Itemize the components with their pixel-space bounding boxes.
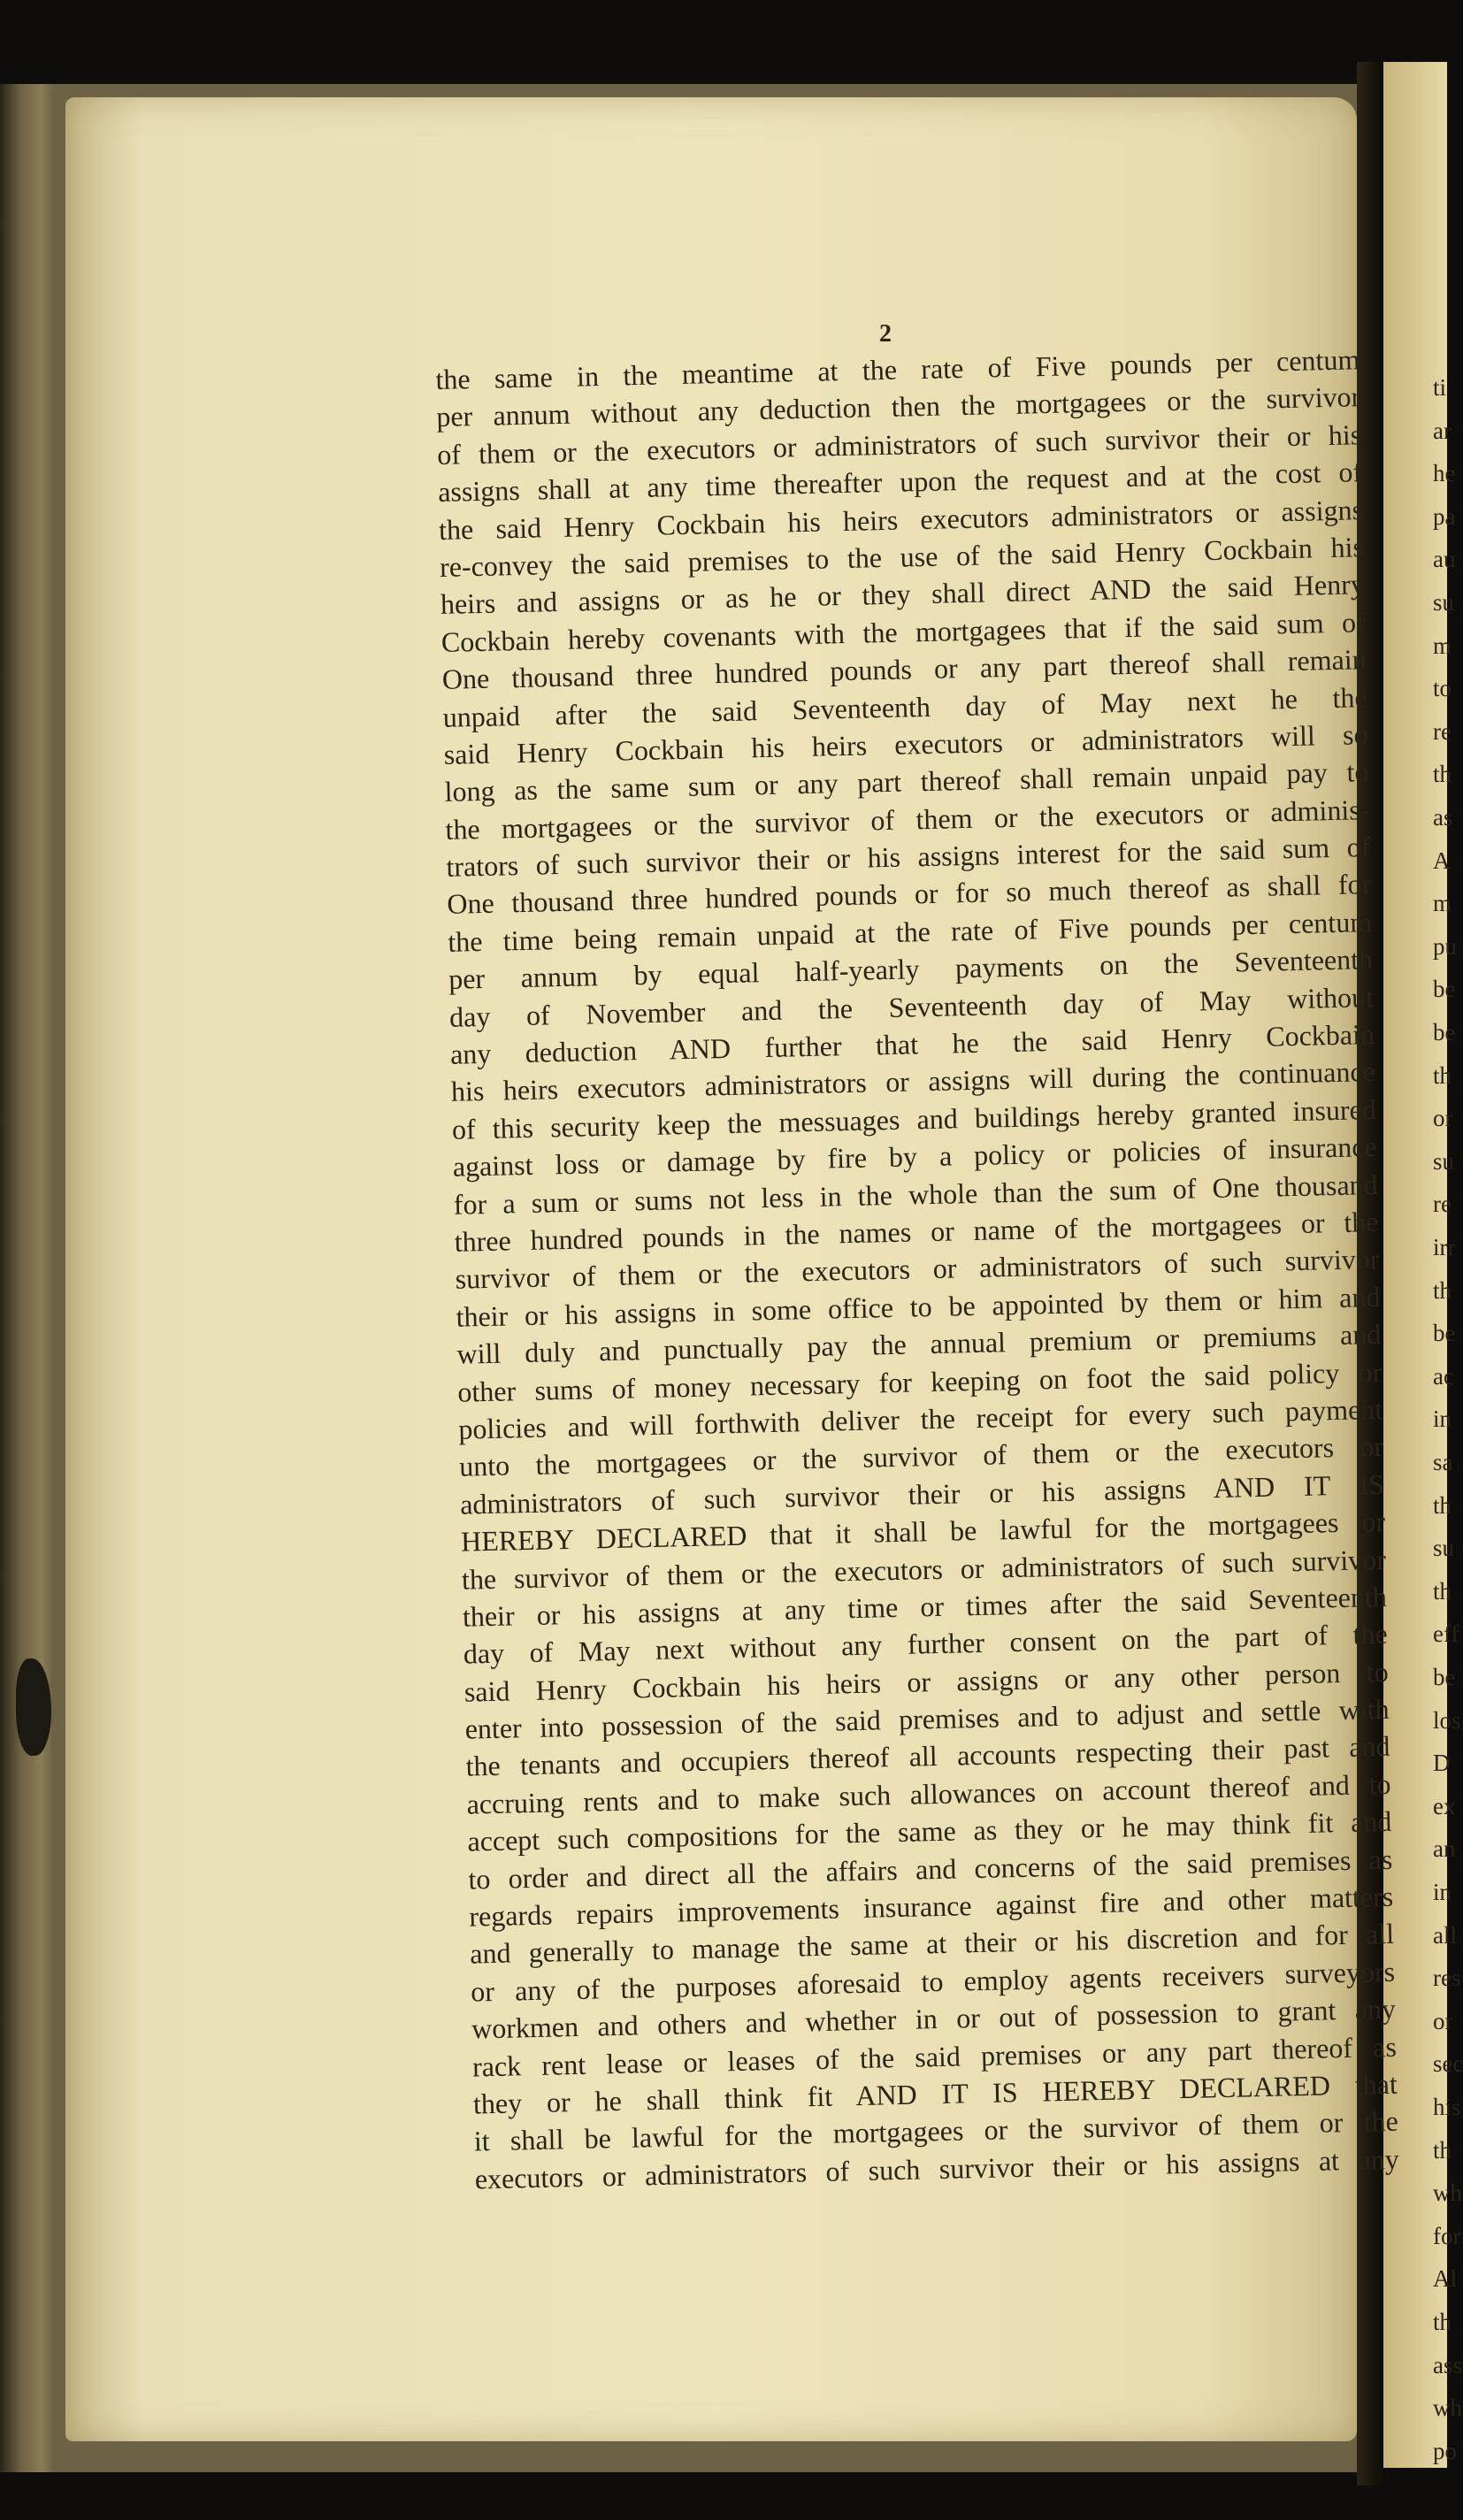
adjacent-page-text-fragment: los <box>1433 1706 1461 1734</box>
text-line: survivor of them or the executors or administrators of such survivor <box>455 1243 1380 1296</box>
text-line: any deduction AND further that he the said Henry Cockbain <box>449 1018 1375 1070</box>
text-line: against loss or damage by fire by a policy or policies of insurance <box>452 1130 1378 1183</box>
adjacent-page-text-fragment: be <box>1433 1664 1456 1690</box>
text-line: HEREBY DECLARED that it shall be lawful for the mortgagees or <box>460 1505 1386 1558</box>
adjacent-page-text-fragment: sec <box>1433 2050 1463 2078</box>
adjacent-page-text-fragment: th <box>1433 1491 1452 1519</box>
text-line: executors or administrators of such survivor their or his assigns at any <box>474 2142 1399 2195</box>
text-line: and generally to manage the same at their or his discretion and for all <box>469 1918 1395 1970</box>
adjacent-page-text-fragment: he <box>1433 460 1456 487</box>
text-line: unpaid after the said Seventeenth day of May next he the <box>442 680 1367 733</box>
text-line: enter into possession of the said premises and to adjust and settle with <box>464 1692 1390 1745</box>
text-line: or any of the purposes aforesaid to employ agents receivers surveyors <box>470 1955 1396 2008</box>
text-line: accept such compositions for the same as they or he may think fit and <box>467 1805 1392 1857</box>
text-line: regards repairs improvements insurance against fire and other matters <box>468 1880 1394 1933</box>
text-line: One thousand three hundred pounds or any part thereof shall remain <box>441 643 1367 696</box>
text-line: unto the mortgagees or the survivor of them or the executors or <box>458 1430 1384 1483</box>
adjacent-page-text-fragment: po <box>1433 2437 1457 2464</box>
text-line: of them or the executors or administrators of such survivor their or his <box>436 417 1362 471</box>
text-line: will duly and punctually pay the annual premium or premiums and <box>456 1318 1382 1370</box>
adjacent-page-text-fragment: Al <box>1433 2265 1457 2293</box>
text-line: assigns shall at any time thereafter upon the request and at the cost of <box>437 456 1363 509</box>
adjacent-page-text-fragment: ti <box>1433 374 1447 401</box>
adjacent-page-text-fragment: m <box>1433 632 1452 659</box>
adjacent-page-text-fragment: or <box>1433 1105 1453 1132</box>
text-line: the same in the meantime at the rate of Five pounds per centum <box>435 343 1360 395</box>
adjacent-page-text-fragment: wh <box>1433 2394 1462 2422</box>
adjacent-page-text-fragment: irr <box>1433 1234 1456 1260</box>
adjacent-page-text-fragment: m <box>1433 890 1452 917</box>
adjacent-page-text-fragment: su <box>1433 1147 1455 1175</box>
adjacent-page-text-fragment: to <box>1433 675 1452 702</box>
adjacent-page-text-fragment: pu <box>1433 932 1457 960</box>
adjacent-page-text-fragment: in <box>1433 1879 1452 1905</box>
adjacent-page-text-fragment: pa <box>1433 502 1456 530</box>
adjacent-page-text-fragment: ass <box>1433 2351 1462 2378</box>
text-line: day of May next without any further consent on the part of the <box>463 1618 1389 1670</box>
text-line: administrators of such survivor their or his assigns AND IT IS <box>459 1467 1385 1520</box>
text-line: Cockbain hereby covenants with the mortgagees that if the said sum of <box>440 605 1367 658</box>
text-line: to order and direct all the affairs and concerns of the said premises as <box>468 1842 1393 1896</box>
adjacent-page-text-fragment: as <box>1433 804 1453 831</box>
text-line: their or his assigns at any time or times after the said Seventeenth <box>462 1580 1388 1633</box>
text-line: for a sum or sums not less in the whole than the sum of One thousand <box>453 1168 1378 1221</box>
text-line: the said Henry Cockbain his heirs executors administrators or assigns <box>438 493 1364 546</box>
page-tear-mark <box>16 1658 51 1756</box>
adjacent-page-text-fragment: all <box>1433 1921 1457 1949</box>
adjacent-page-text-fragment: th <box>1433 2136 1452 2164</box>
text-line: accruing rents and to make such allowances on account thereof and to <box>466 1767 1391 1820</box>
adjacent-page-text-fragment: D <box>1433 1750 1451 1777</box>
adjacent-page-text-fragment: re <box>1433 717 1452 745</box>
text-line: per annum without any deduction then the mortgagees or the survivor <box>435 380 1361 433</box>
adjacent-page-text-fragment: be <box>1433 976 1456 1003</box>
text-line: trators of such survivor their or his assigns interest for the said sum of <box>446 831 1371 883</box>
text-line: heirs and assigns or as he or they shall direct AND the said Henry <box>440 568 1366 621</box>
adjacent-page-text-fragment: ex <box>1433 1792 1456 1819</box>
text-line: One thousand three hundred pounds or for so much thereof as shall for <box>447 868 1372 921</box>
text-line: three hundred pounds in the names or name of the mortgagees or the <box>454 1205 1379 1258</box>
text-line: rack rent lease or leases of the said premises or any part thereof as <box>471 2030 1398 2083</box>
text-line: policies and will forthwith deliver the receipt for every such payment <box>457 1392 1383 1445</box>
adjacent-page-text-fragment: au <box>1433 546 1456 573</box>
text-line: per annum by equal half-yearly payments on the Seventeenth <box>448 943 1374 996</box>
adjacent-page-text-fragment: be <box>1433 1019 1456 1046</box>
adjacent-page-text-fragment: th <box>1433 761 1452 788</box>
adjacent-page-text-fragment: his <box>1433 2094 1461 2120</box>
text-line: the mortgagees or the survivor of them or the executors or adminis- <box>445 793 1370 846</box>
adjacent-page-text-fragment: re <box>1433 1191 1452 1218</box>
adjacent-page-text-fragment: th <box>1433 1061 1452 1089</box>
text-line: day of November and the Seventeenth day of May without <box>448 980 1375 1033</box>
adjacent-page-text-fragment: for <box>1433 2222 1461 2249</box>
text-line: said Henry Cockbain his heirs or assigns or any other person to <box>463 1655 1389 1708</box>
text-line: other sums of money necessary for keeping on foot the said policy or <box>457 1355 1383 1408</box>
adjacent-page-text-fragment: eff <box>1433 1620 1459 1648</box>
text-line: it shall be lawful for the mortgagees or the survivor of them or the <box>473 2105 1399 2157</box>
text-line: they or he shall think fit AND IT IS HEREBY DECLARED that <box>472 2067 1398 2120</box>
text-line: his heirs executors administrators or assigns will during the continuance <box>450 1055 1376 1108</box>
adjacent-page-text-fragment: ar <box>1433 417 1452 444</box>
adjacent-page-text-fragment: in <box>1433 1406 1452 1433</box>
text-line: the survivor of them or the executors or administrators of such survivor <box>461 1543 1387 1596</box>
adjacent-page-text-fragment: su <box>1433 1535 1455 1562</box>
text-line: their or his assigns in some office to be appointed by them or him and <box>456 1280 1381 1333</box>
adjacent-page-text-fragment: sa <box>1433 1449 1453 1475</box>
text-line: workmen and others and whether in or out of possession to grant any <box>471 1992 1397 2045</box>
adjacent-page-text-fragment: th <box>1433 1577 1452 1605</box>
text-line: said Henry Cockbain his heirs executors or administrators will so <box>443 718 1368 770</box>
text-line: re-convey the said premises to the use of the said Henry Cockbain his <box>439 531 1365 583</box>
text-line: of this security keep the messuages and buildings hereby granted insured <box>451 1092 1377 1145</box>
adjacent-page-text-fragment: th <box>1433 1276 1452 1304</box>
adjacent-page-text-fragment: th <box>1433 2309 1452 2335</box>
adjacent-page-text-fragment: su <box>1433 589 1455 616</box>
text-line: the time being remain unpaid at the rate of Five pounds per centum <box>447 905 1373 958</box>
adjacent-page-text-fragment: res <box>1433 1965 1461 1992</box>
adjacent-page-text-fragment: ac <box>1433 1362 1454 1390</box>
body-text <box>435 341 1399 2197</box>
page-number: 2 <box>879 320 892 348</box>
text-line: the tenants and occupiers thereof all accounts respecting their past and <box>465 1730 1390 1783</box>
adjacent-page-text-fragment: wh <box>1433 2179 1462 2207</box>
adjacent-page-text-fragment: an <box>1433 1835 1456 1863</box>
adjacent-page-text-fragment: or <box>1433 2007 1453 2034</box>
text-line: long as the same sum or any part thereof shall remain unpaid pay to <box>444 755 1369 808</box>
adjacent-page-text-fragment: be <box>1433 1320 1456 1347</box>
adjacent-page-text-fragment: A <box>1433 846 1451 874</box>
